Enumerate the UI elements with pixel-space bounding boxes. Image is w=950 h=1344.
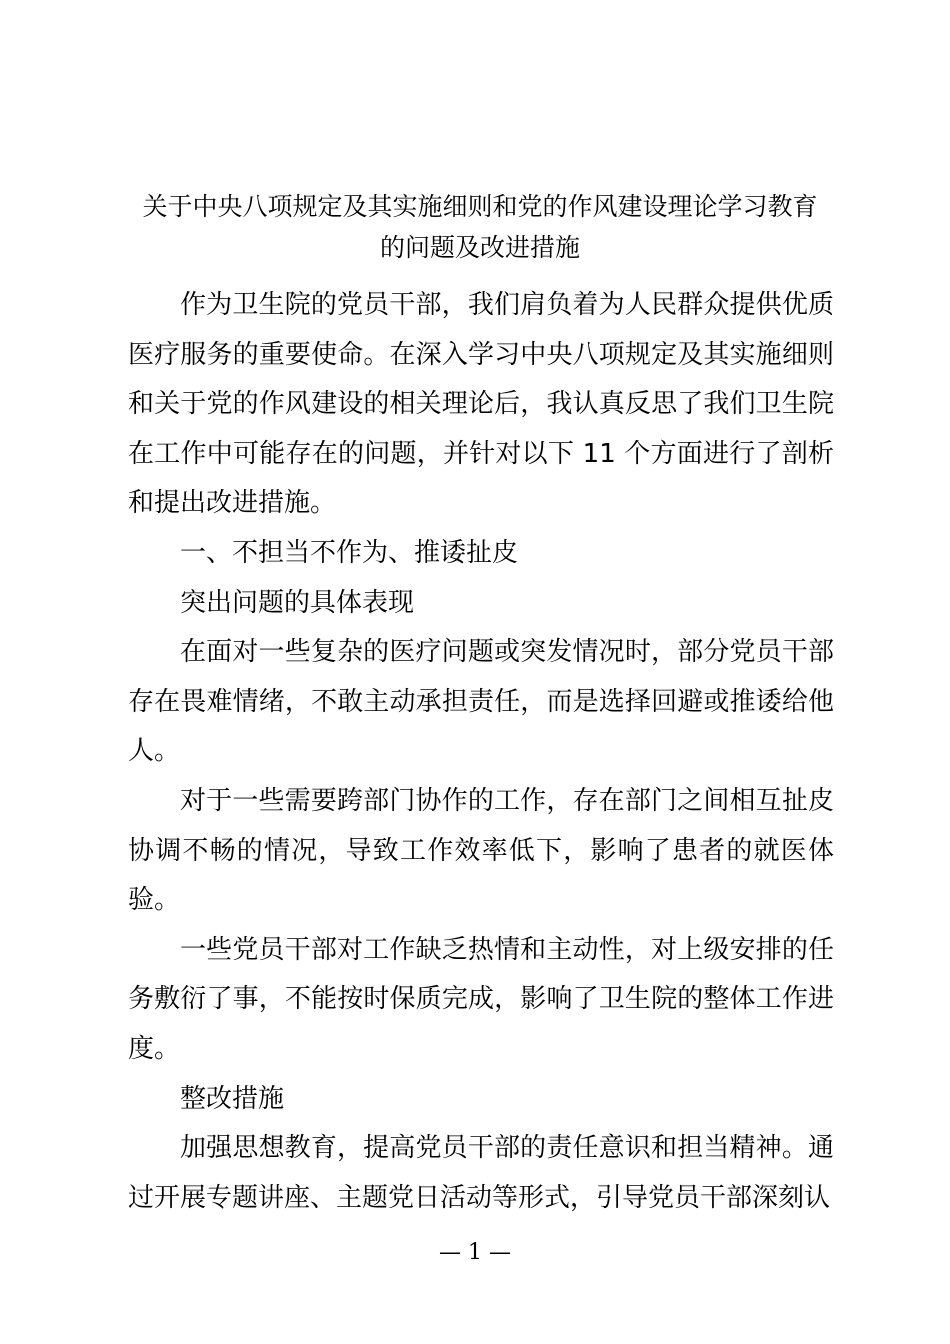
title-line-1: 关于中央八项规定及其实施细则和党的作风建设理论学习教育 — [142, 192, 818, 221]
document-body — [128, 281, 834, 1223]
section-heading-1: 一、不担当不作为、推诿扯皮 — [180, 537, 519, 568]
page-number: — 1 — — [439, 1240, 511, 1265]
subheading-problems: 突出问题的具体表现 — [180, 587, 415, 618]
paragraph-problem-1: 在面对一些复杂的医疗问题或突发情况时，部分党员干部存在畏难情绪，不敢主动承担责任，而是选择回避或推诿给他人。 — [128, 637, 834, 767]
title-line-2: 的问题及改进措施 — [379, 233, 580, 262]
paragraph-problem-2: 对于一些需要跨部门协作的工作，存在部门之间相互扯皮协调不畅的情况，导致工作效率低下，影响了患者的就医体验。 — [128, 785, 834, 916]
document-title — [128, 186, 832, 268]
paragraph-problem-3: 一些党员干部对工作缺乏热情和主动性，对上级安排的任务敷衍了事，不能按时保质完成，影响了卫生院的整体工作进度。 — [128, 934, 834, 1064]
paragraph-measure-1: 加强思想教育，提高党员干部的责任意识和担当精神。通过开展专题讲座、主题党日活动等形式，引导党员干部深刻认 — [128, 1133, 834, 1213]
paragraph-intro: 作为卫生院的党员干部，我们肩负着为人民群众提供优质医疗服务的重要使命。在深入学习中央八项规定及其实施细则和关于党的作风建设的相关理论后，我认真反思了我们卫生院在工作中可能存在的问题，并针对以下 11 个方面进行了剖析和提出改进措施。 — [128, 290, 834, 519]
subheading-measures: 整改措施 — [180, 1083, 285, 1114]
